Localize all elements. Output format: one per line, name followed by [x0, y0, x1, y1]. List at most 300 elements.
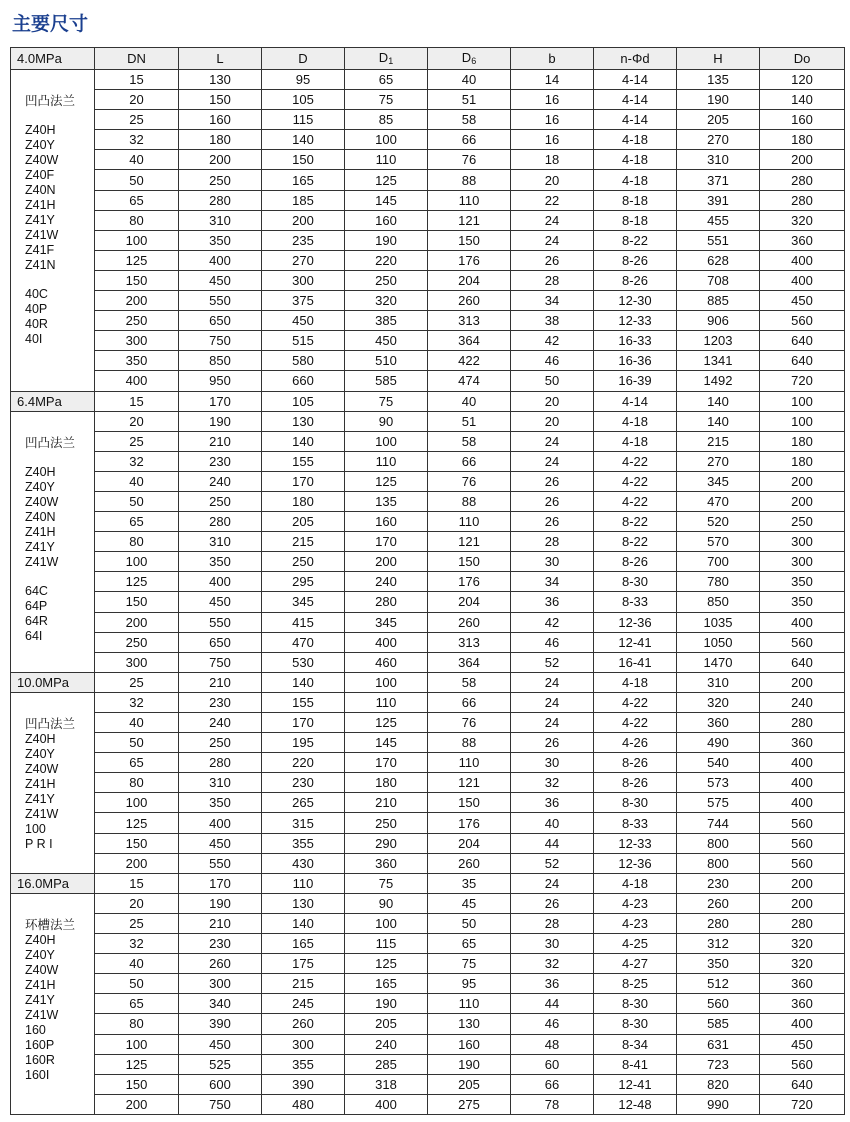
- table-cell: 850: [179, 351, 262, 371]
- table-cell: 8-30: [594, 994, 677, 1014]
- table-cell: 8-25: [594, 974, 677, 994]
- table-row: [11, 491, 845, 511]
- table-cell: 780: [677, 572, 760, 592]
- table-cell: 90: [345, 893, 428, 913]
- table-cell: 190: [345, 994, 428, 1014]
- table-cell: 32: [511, 954, 594, 974]
- table-cell: 160: [179, 110, 262, 130]
- table-cell: 66: [428, 692, 511, 712]
- table-row: [11, 371, 845, 391]
- table-cell: 85: [345, 110, 428, 130]
- table-cell: 22: [511, 190, 594, 210]
- table-cell: 4-18: [594, 170, 677, 190]
- table-cell: 350: [179, 793, 262, 813]
- table-row: [11, 692, 845, 712]
- table-cell: 18: [511, 150, 594, 170]
- table-cell: 170: [262, 471, 345, 491]
- table-cell: 110: [428, 190, 511, 210]
- table-cell: 76: [428, 471, 511, 491]
- table-cell: 90: [345, 411, 428, 431]
- table-cell: 360: [677, 713, 760, 733]
- model-code: Z41Y: [25, 213, 55, 227]
- table-cell: 230: [179, 692, 262, 712]
- table-cell: 160: [760, 110, 845, 130]
- table-cell: 95: [428, 974, 511, 994]
- model-code: 凹凸法兰: [25, 716, 76, 731]
- table-cell: 125: [345, 170, 428, 190]
- table-cell: 50: [95, 974, 179, 994]
- pressure-class-header: 4.0MPa: [11, 48, 95, 70]
- table-row: [11, 753, 845, 773]
- model-code: Z41Y: [25, 791, 55, 806]
- table-cell: 75: [345, 391, 428, 411]
- model-code: Z40H: [25, 123, 56, 137]
- table-row: [11, 451, 845, 471]
- column-header-bolt-holes: n-Φd: [594, 48, 677, 70]
- table-cell: 40: [95, 150, 179, 170]
- table-cell: 8-33: [594, 813, 677, 833]
- table-cell: 350: [179, 552, 262, 572]
- table-cell: 52: [511, 853, 594, 873]
- table-cell: 100: [95, 230, 179, 250]
- table-cell: 364: [428, 652, 511, 672]
- table-cell: 200: [95, 1094, 179, 1114]
- table-cell: 150: [179, 90, 262, 110]
- table-cell: 26: [511, 471, 594, 491]
- model-code: 40C: [25, 287, 48, 301]
- table-cell: 26: [511, 512, 594, 532]
- table-cell: 140: [677, 391, 760, 411]
- table-cell: 180: [760, 431, 845, 451]
- table-cell: 200: [95, 853, 179, 873]
- model-code: Z41H: [25, 198, 56, 212]
- table-cell: 24: [511, 210, 594, 230]
- table-cell: 628: [677, 250, 760, 270]
- table-cell: 20: [511, 411, 594, 431]
- table-cell: 650: [179, 632, 262, 652]
- table-cell: 215: [262, 974, 345, 994]
- column-header-d: D: [262, 48, 345, 70]
- table-cell: 300: [95, 331, 179, 351]
- table-cell: 66: [511, 1074, 594, 1094]
- table-cell: 125: [345, 471, 428, 491]
- table-cell: 48: [511, 1034, 594, 1054]
- table-cell: 105: [262, 391, 345, 411]
- table-cell: 200: [95, 291, 179, 311]
- table-cell: 400: [760, 773, 845, 793]
- table-cell: 155: [262, 451, 345, 471]
- table-cell: 585: [677, 1014, 760, 1034]
- table-row: [11, 853, 845, 873]
- table-cell: 315: [262, 813, 345, 833]
- model-code: 64C: [25, 583, 48, 598]
- table-cell: 80: [95, 532, 179, 552]
- table-row: [11, 934, 845, 954]
- table-cell: 25: [95, 431, 179, 451]
- table-cell: 450: [179, 833, 262, 853]
- table-cell: 80: [95, 773, 179, 793]
- table-row: [11, 331, 845, 351]
- table-cell: 35: [428, 873, 511, 893]
- table-cell: 190: [179, 893, 262, 913]
- table-cell: 345: [345, 612, 428, 632]
- table-cell: 240: [179, 471, 262, 491]
- table-cell: 58: [428, 110, 511, 130]
- table-cell: 88: [428, 170, 511, 190]
- table-cell: 850: [677, 592, 760, 612]
- table-row: [11, 793, 845, 813]
- table-cell: 140: [262, 130, 345, 150]
- table-cell: 14: [511, 70, 594, 90]
- table-cell: 235: [262, 230, 345, 250]
- table-cell: 950: [179, 371, 262, 391]
- table-cell: 280: [179, 753, 262, 773]
- table-cell: 320: [677, 692, 760, 712]
- table-cell: 340: [179, 994, 262, 1014]
- table-cell: 450: [179, 592, 262, 612]
- model-code: Z41Y: [25, 539, 55, 554]
- table-cell: 4-23: [594, 893, 677, 913]
- table-cell: 260: [262, 1014, 345, 1034]
- table-cell: 350: [179, 230, 262, 250]
- table-cell: 100: [345, 913, 428, 933]
- table-cell: 215: [677, 431, 760, 451]
- table-cell: 470: [677, 491, 760, 511]
- table-cell: 165: [345, 974, 428, 994]
- table-row: [11, 411, 845, 431]
- table-cell: 400: [760, 612, 845, 632]
- table-cell: 4-18: [594, 431, 677, 451]
- table-row: [11, 1014, 845, 1034]
- column-header-d6-subscript: 6: [471, 56, 477, 66]
- table-cell: 40: [95, 954, 179, 974]
- table-cell: 560: [677, 994, 760, 1014]
- table-cell: 355: [262, 833, 345, 853]
- table-cell: 8-26: [594, 270, 677, 290]
- table-cell: 205: [262, 512, 345, 532]
- table-cell: 260: [428, 291, 511, 311]
- table-cell: 195: [262, 733, 345, 753]
- table-cell: 12-41: [594, 1074, 677, 1094]
- table-cell: 28: [511, 270, 594, 290]
- table-cell: 26: [511, 733, 594, 753]
- table-cell: 75: [428, 954, 511, 974]
- table-cell: 1492: [677, 371, 760, 391]
- table-cell: 210: [179, 431, 262, 451]
- table-cell: 520: [677, 512, 760, 532]
- table-cell: 8-41: [594, 1054, 677, 1074]
- table-cell: 455: [677, 210, 760, 230]
- table-cell: 8-22: [594, 230, 677, 250]
- pressure-row: [11, 873, 845, 893]
- model-code: Z40W: [25, 153, 59, 167]
- table-cell: 300: [179, 974, 262, 994]
- table-cell: 300: [760, 532, 845, 552]
- table-cell: 66: [428, 130, 511, 150]
- model-code: 环槽法兰: [25, 917, 76, 932]
- table-cell: 510: [345, 351, 428, 371]
- table-row: [11, 230, 845, 250]
- table-cell: 750: [179, 331, 262, 351]
- model-code: Z40H: [25, 731, 56, 746]
- table-cell: 140: [677, 411, 760, 431]
- table-cell: 24: [511, 713, 594, 733]
- model-code: Z40W: [25, 962, 59, 977]
- table-cell: 200: [262, 210, 345, 230]
- table-cell: 4-18: [594, 672, 677, 692]
- table-row: [11, 170, 845, 190]
- table-cell: 32: [95, 692, 179, 712]
- model-group-label: [11, 893, 95, 1114]
- table-cell: 250: [179, 491, 262, 511]
- table-cell: 150: [262, 150, 345, 170]
- table-cell: 320: [760, 934, 845, 954]
- table-cell: 140: [262, 913, 345, 933]
- table-cell: 180: [179, 130, 262, 150]
- model-code: Z40F: [25, 168, 55, 182]
- table-row: [11, 110, 845, 130]
- table-row: [11, 893, 845, 913]
- table-cell: 4-18: [594, 150, 677, 170]
- table-cell: 250: [345, 270, 428, 290]
- table-cell: 12-36: [594, 853, 677, 873]
- table-cell: 230: [179, 934, 262, 954]
- model-code: 64R: [25, 613, 48, 628]
- table-cell: 700: [677, 552, 760, 572]
- table-cell: 204: [428, 592, 511, 612]
- table-cell: 660: [262, 371, 345, 391]
- table-cell: 50: [428, 913, 511, 933]
- table-cell: 391: [677, 190, 760, 210]
- table-cell: 560: [760, 311, 845, 331]
- table-cell: 4-26: [594, 733, 677, 753]
- table-cell: 170: [345, 753, 428, 773]
- table-cell: 115: [345, 934, 428, 954]
- table-cell: 125: [95, 572, 179, 592]
- table-cell: 65: [95, 994, 179, 1014]
- table-cell: 640: [760, 351, 845, 371]
- table-cell: 4-25: [594, 934, 677, 954]
- table-cell: 215: [262, 532, 345, 552]
- table-cell: 220: [345, 250, 428, 270]
- model-code: 凹凸法兰: [25, 435, 76, 450]
- table-cell: 885: [677, 291, 760, 311]
- table-cell: 280: [760, 190, 845, 210]
- table-cell: 65: [428, 934, 511, 954]
- column-header-d1: [345, 48, 428, 70]
- table-cell: 100: [95, 552, 179, 572]
- table-row: [11, 130, 845, 150]
- table-cell: 42: [511, 612, 594, 632]
- table-cell: 110: [428, 512, 511, 532]
- table-cell: 310: [677, 150, 760, 170]
- table-cell: 110: [345, 150, 428, 170]
- table-cell: 34: [511, 572, 594, 592]
- table-cell: 150: [95, 833, 179, 853]
- table-cell: 300: [95, 652, 179, 672]
- table-cell: 350: [677, 954, 760, 974]
- table-cell: 16-33: [594, 331, 677, 351]
- table-cell: 390: [179, 1014, 262, 1034]
- table-cell: 76: [428, 150, 511, 170]
- table-cell: 15: [95, 873, 179, 893]
- table-cell: 210: [179, 672, 262, 692]
- table-cell: 135: [677, 70, 760, 90]
- table-cell: 110: [345, 451, 428, 471]
- table-cell: 16-39: [594, 371, 677, 391]
- table-cell: 140: [262, 431, 345, 451]
- table-cell: 170: [179, 873, 262, 893]
- table-cell: 8-22: [594, 532, 677, 552]
- table-cell: 100: [760, 411, 845, 431]
- table-cell: 176: [428, 813, 511, 833]
- table-cell: 550: [179, 291, 262, 311]
- column-header-do: Do: [760, 48, 845, 70]
- model-group-label: [11, 692, 95, 873]
- table-cell: 65: [95, 753, 179, 773]
- table-cell: 415: [262, 612, 345, 632]
- table-row: [11, 512, 845, 532]
- table-cell: 744: [677, 813, 760, 833]
- table-row: [11, 994, 845, 1014]
- table-cell: 260: [179, 954, 262, 974]
- table-cell: 300: [262, 1034, 345, 1054]
- table-cell: 320: [345, 291, 428, 311]
- table-row: [11, 954, 845, 974]
- table-cell: 180: [345, 773, 428, 793]
- model-code: Z41W: [25, 806, 59, 821]
- table-cell: 24: [511, 692, 594, 712]
- table-cell: 310: [179, 532, 262, 552]
- table-cell: 170: [262, 713, 345, 733]
- table-row: [11, 974, 845, 994]
- model-code: Z41H: [25, 977, 56, 992]
- table-cell: 450: [179, 1034, 262, 1054]
- table-cell: 26: [511, 250, 594, 270]
- table-cell: 551: [677, 230, 760, 250]
- table-cell: 24: [511, 431, 594, 451]
- table-cell: 160: [345, 210, 428, 230]
- table-cell: 12-33: [594, 311, 677, 331]
- table-cell: 4-22: [594, 491, 677, 511]
- table-cell: 78: [511, 1094, 594, 1114]
- table-cell: 28: [511, 532, 594, 552]
- table-cell: 32: [95, 451, 179, 471]
- table-cell: 240: [179, 713, 262, 733]
- table-cell: 80: [95, 1014, 179, 1034]
- table-cell: 480: [262, 1094, 345, 1114]
- table-cell: 25: [95, 913, 179, 933]
- table-cell: 75: [345, 90, 428, 110]
- table-cell: 250: [760, 512, 845, 532]
- table-cell: 450: [179, 270, 262, 290]
- table-cell: 160: [428, 1034, 511, 1054]
- table-cell: 150: [428, 230, 511, 250]
- pressure-class-label: 10.0MPa: [11, 672, 95, 692]
- table-cell: 4-18: [594, 411, 677, 431]
- table-cell: 100: [95, 793, 179, 813]
- table-cell: 176: [428, 572, 511, 592]
- table-cell: 530: [262, 652, 345, 672]
- table-cell: 32: [511, 773, 594, 793]
- table-cell: 58: [428, 431, 511, 451]
- table-cell: 250: [95, 311, 179, 331]
- table-cell: 360: [760, 974, 845, 994]
- table-row: [11, 733, 845, 753]
- model-code: Z41W: [25, 1007, 59, 1022]
- table-cell: 8-26: [594, 773, 677, 793]
- table-cell: 12-30: [594, 291, 677, 311]
- table-cell: 125: [345, 954, 428, 974]
- table-cell: 8-30: [594, 793, 677, 813]
- table-cell: 80: [95, 210, 179, 230]
- table-cell: 8-18: [594, 190, 677, 210]
- table-cell: 121: [428, 773, 511, 793]
- table-cell: 550: [179, 612, 262, 632]
- table-row: [11, 90, 845, 110]
- column-header-d1-base: D: [378, 50, 389, 65]
- table-cell: 200: [345, 552, 428, 572]
- table-cell: 280: [760, 713, 845, 733]
- table-cell: 250: [262, 552, 345, 572]
- table-cell: 270: [677, 451, 760, 471]
- table-cell: 165: [262, 170, 345, 190]
- table-cell: 723: [677, 1054, 760, 1074]
- table-cell: 320: [760, 954, 845, 974]
- table-cell: 320: [760, 210, 845, 230]
- model-code: Z41W: [25, 554, 59, 569]
- table-cell: 200: [760, 893, 845, 913]
- table-cell: 4-22: [594, 471, 677, 491]
- table-cell: 110: [262, 873, 345, 893]
- table-cell: 176: [428, 250, 511, 270]
- table-cell: 50: [95, 170, 179, 190]
- table-cell: 40: [95, 713, 179, 733]
- table-cell: 145: [345, 733, 428, 753]
- table-cell: 4-14: [594, 110, 677, 130]
- table-cell: 150: [95, 592, 179, 612]
- model-group-label: [11, 70, 95, 392]
- table-row: [11, 1034, 845, 1054]
- table-cell: 371: [677, 170, 760, 190]
- table-row: [11, 813, 845, 833]
- table-cell: 30: [511, 753, 594, 773]
- table-cell: 270: [262, 250, 345, 270]
- table-cell: 12-36: [594, 612, 677, 632]
- table-cell: 36: [511, 974, 594, 994]
- table-row: [11, 210, 845, 230]
- table-cell: 230: [677, 873, 760, 893]
- model-code: Z40W: [25, 761, 59, 776]
- table-cell: 560: [760, 813, 845, 833]
- table-cell: 42: [511, 331, 594, 351]
- table-cell: 180: [262, 491, 345, 511]
- table-cell: 4-18: [594, 873, 677, 893]
- table-cell: 110: [345, 692, 428, 712]
- table-cell: 26: [511, 893, 594, 913]
- table-cell: 125: [345, 713, 428, 733]
- table-cell: 120: [760, 70, 845, 90]
- table-cell: 8-30: [594, 1014, 677, 1034]
- table-cell: 16: [511, 90, 594, 110]
- table-cell: 250: [179, 733, 262, 753]
- table-cell: 32: [95, 934, 179, 954]
- table-cell: 285: [345, 1054, 428, 1074]
- table-cell: 60: [511, 1054, 594, 1074]
- table-cell: 12-41: [594, 632, 677, 652]
- model-code: Z40W: [25, 494, 59, 509]
- table-cell: 400: [179, 813, 262, 833]
